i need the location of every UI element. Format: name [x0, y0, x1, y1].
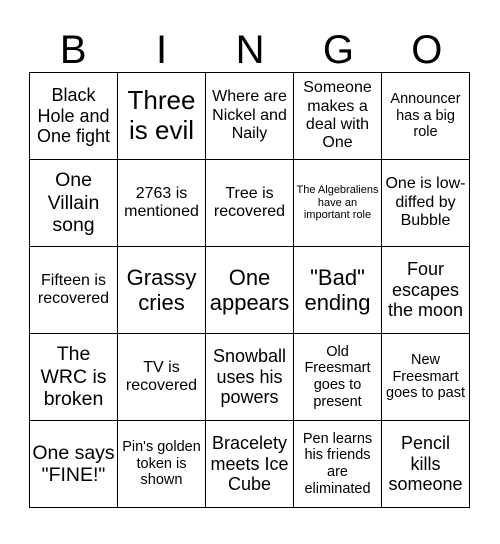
bingo-cell[interactable]: The WRC is broken: [30, 334, 118, 421]
bingo-cell[interactable]: Grassy cries: [118, 247, 206, 334]
bingo-cell[interactable]: One Villain song: [30, 160, 118, 247]
header-letter-b: B: [59, 28, 87, 72]
bingo-cell[interactable]: New Freesmart goes to past: [382, 334, 470, 421]
bingo-header: [29, 28, 471, 72]
header-letter-i: I: [156, 28, 168, 72]
bingo-cell[interactable]: "Bad" ending: [294, 247, 382, 334]
bingo-cell[interactable]: Three is evil: [118, 73, 206, 160]
bingo-cell[interactable]: TV is recovered: [118, 334, 206, 421]
bingo-cell[interactable]: The Algebraliens have an important role: [294, 160, 382, 247]
bingo-cell[interactable]: Pin's golden token is shown: [118, 421, 206, 508]
board-row: [30, 73, 470, 160]
bingo-cell[interactable]: Bracelety meets Ice Cube: [206, 421, 294, 508]
bingo-cell[interactable]: Pen learns his friends are eliminated: [294, 421, 382, 508]
bingo-cell[interactable]: One appears: [206, 247, 294, 334]
bingo-cell[interactable]: Pencil kills someone: [382, 421, 470, 508]
header-letter-n: N: [235, 28, 265, 72]
bingo-cell[interactable]: Snowball uses his powers: [206, 334, 294, 421]
bingo-cell[interactable]: Old Freesmart goes to present: [294, 334, 382, 421]
bingo-cell[interactable]: 2763 is mentioned: [118, 160, 206, 247]
bingo-board: [29, 72, 470, 508]
board-row: [30, 334, 470, 421]
board-row: [30, 160, 470, 247]
bingo-cell[interactable]: Fifteen is recovered: [30, 247, 118, 334]
bingo-cell[interactable]: Someone makes a deal with One: [294, 73, 382, 160]
bingo-cell[interactable]: Black Hole and One fight: [30, 73, 118, 160]
bingo-cell[interactable]: Four escapes the moon: [382, 247, 470, 334]
header-letter-o: O: [411, 28, 443, 72]
header-letter-g: G: [322, 28, 354, 72]
bingo-cell[interactable]: One is low-diffed by Bubble: [382, 160, 470, 247]
bingo-cell[interactable]: Where are Nickel and Naily: [206, 73, 294, 160]
board-row: [30, 247, 470, 334]
bingo-cell[interactable]: One says "FINE!": [30, 421, 118, 508]
board-row: [30, 421, 470, 508]
bingo-cell[interactable]: Tree is recovered: [206, 160, 294, 247]
bingo-cell[interactable]: Announcer has a big role: [382, 73, 470, 160]
